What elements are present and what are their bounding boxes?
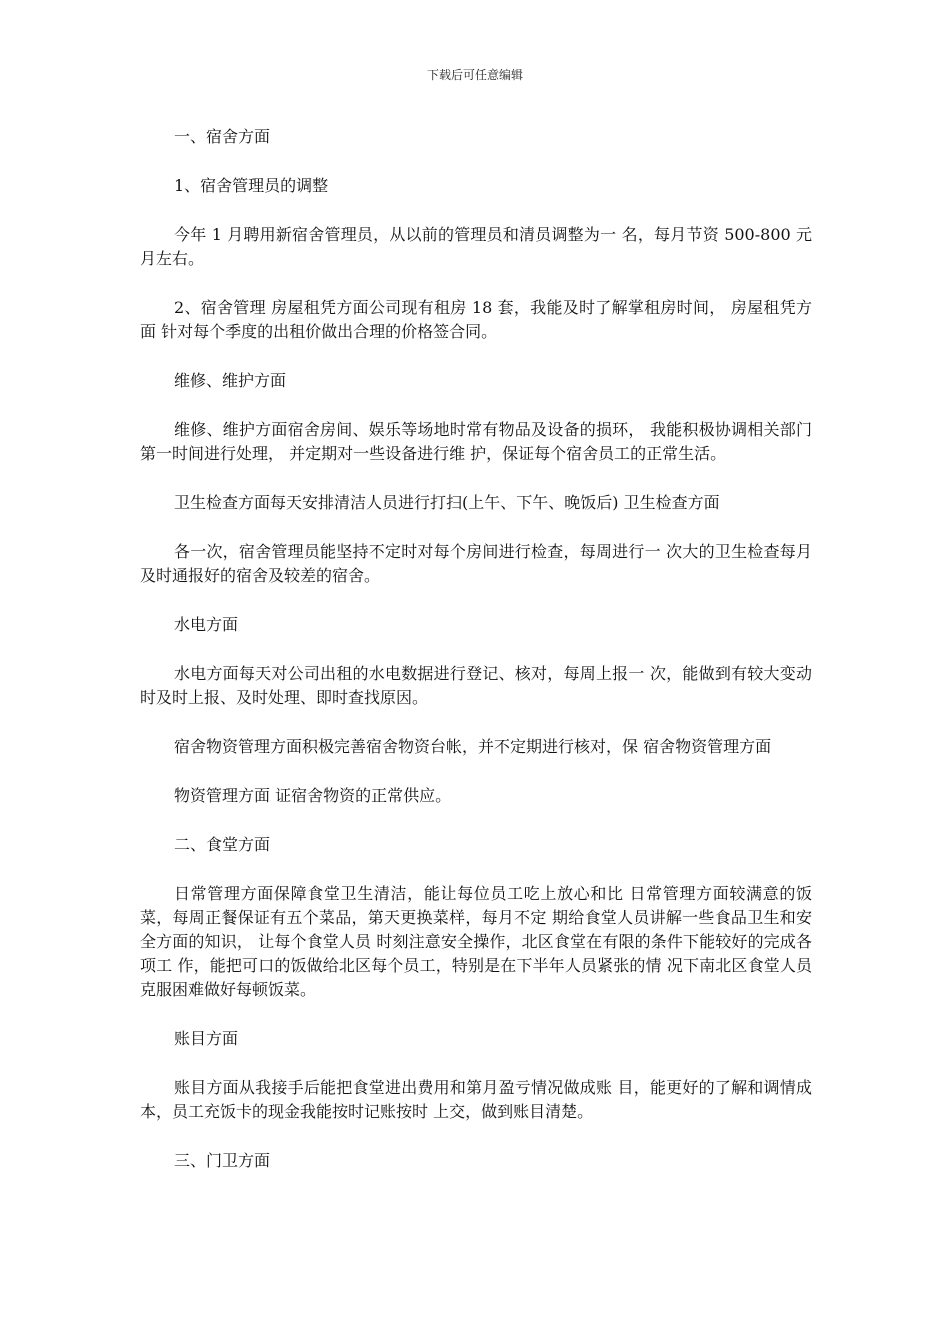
- paragraph: 今年 1 月聘用新宿舍管理员，从以前的管理员和清员调整为一 名，每月节资 500-800 元月左右。: [140, 225, 812, 268]
- paragraph: 卫生检查方面每天安排清洁人员进行打扫(上午、下午、晚饭后) 卫生检查方面: [174, 493, 720, 512]
- paragraph: 维修、维护方面宿舍房间、娱乐等场地时常有物品及设备的损环， 我能积极协调相关部门第一时间进行处理， 并定期对一些设备进行维 护，保证每个宿舍员工的正常生活。: [140, 420, 812, 463]
- page-header-note: 下载后可任意编辑: [426, 68, 523, 82]
- paragraph: 账目方面从我接手后能把食堂进出费用和第月盈亏情况做成账 目，能更好的了解和调情成本，员工充饭卡的现金我能按时记账按时 上交，做到账目清楚。: [140, 1078, 812, 1121]
- section-heading-dormitory: 一、宿舍方面: [174, 127, 271, 146]
- paragraph: 水电方面每天对公司出租的水电数据进行登记、核对，每周上报一 次，能做到有较大变动时及时上报、及时处理、即时查找原因。: [140, 664, 812, 707]
- subheading-dorm-manager-adjustment: 1、宿舍管理员的调整: [174, 176, 329, 195]
- paragraph: 日常管理方面保障食堂卫生清洁，能让每位员工吃上放心和比 日常管理方面较满意的饭菜，每周正餐保证有五个菜品，第天更换菜样，每月不定 期给食堂人员讲解一些食品卫生和安全方面的知识， 让每个食堂人员 时刻注意安全操作，北区食堂在有限的条件下能较好的完成各项工 作，能把可口的饭做给北区每个员工，特别是在下半年人员紧张的情 况下南北区食堂人员克服困难做好每顿饭菜。: [140, 884, 812, 999]
- paragraph: 各一次，宿舍管理员能坚持不定时对每个房间进行检查，每周进行一 次大的卫生检查每月及时通报好的宿舍及较差的宿舍。: [140, 542, 812, 585]
- subheading-utilities: 水电方面: [174, 615, 239, 634]
- document-body: [140, 125, 812, 1198]
- section-heading-canteen: 二、食堂方面: [174, 835, 271, 854]
- paragraph: 物资管理方面 证宿舍物资的正常供应。: [174, 786, 452, 805]
- section-heading-gatekeeping: 三、门卫方面: [174, 1151, 271, 1170]
- subheading-maintenance: 维修、维护方面: [174, 371, 287, 390]
- subheading-accounts: 账目方面: [174, 1029, 239, 1048]
- paragraph: 2、宿舍管理 房屋租凭方面公司现有租房 18 套，我能及时了解掌租房时间， 房屋租凭方面 针对每个季度的出租价做出合理的价格签合同。: [140, 298, 812, 341]
- paragraph: 宿舍物资管理方面积极完善宿舍物资台帐，并不定期进行核对，保 宿舍物资管理方面: [174, 737, 772, 756]
